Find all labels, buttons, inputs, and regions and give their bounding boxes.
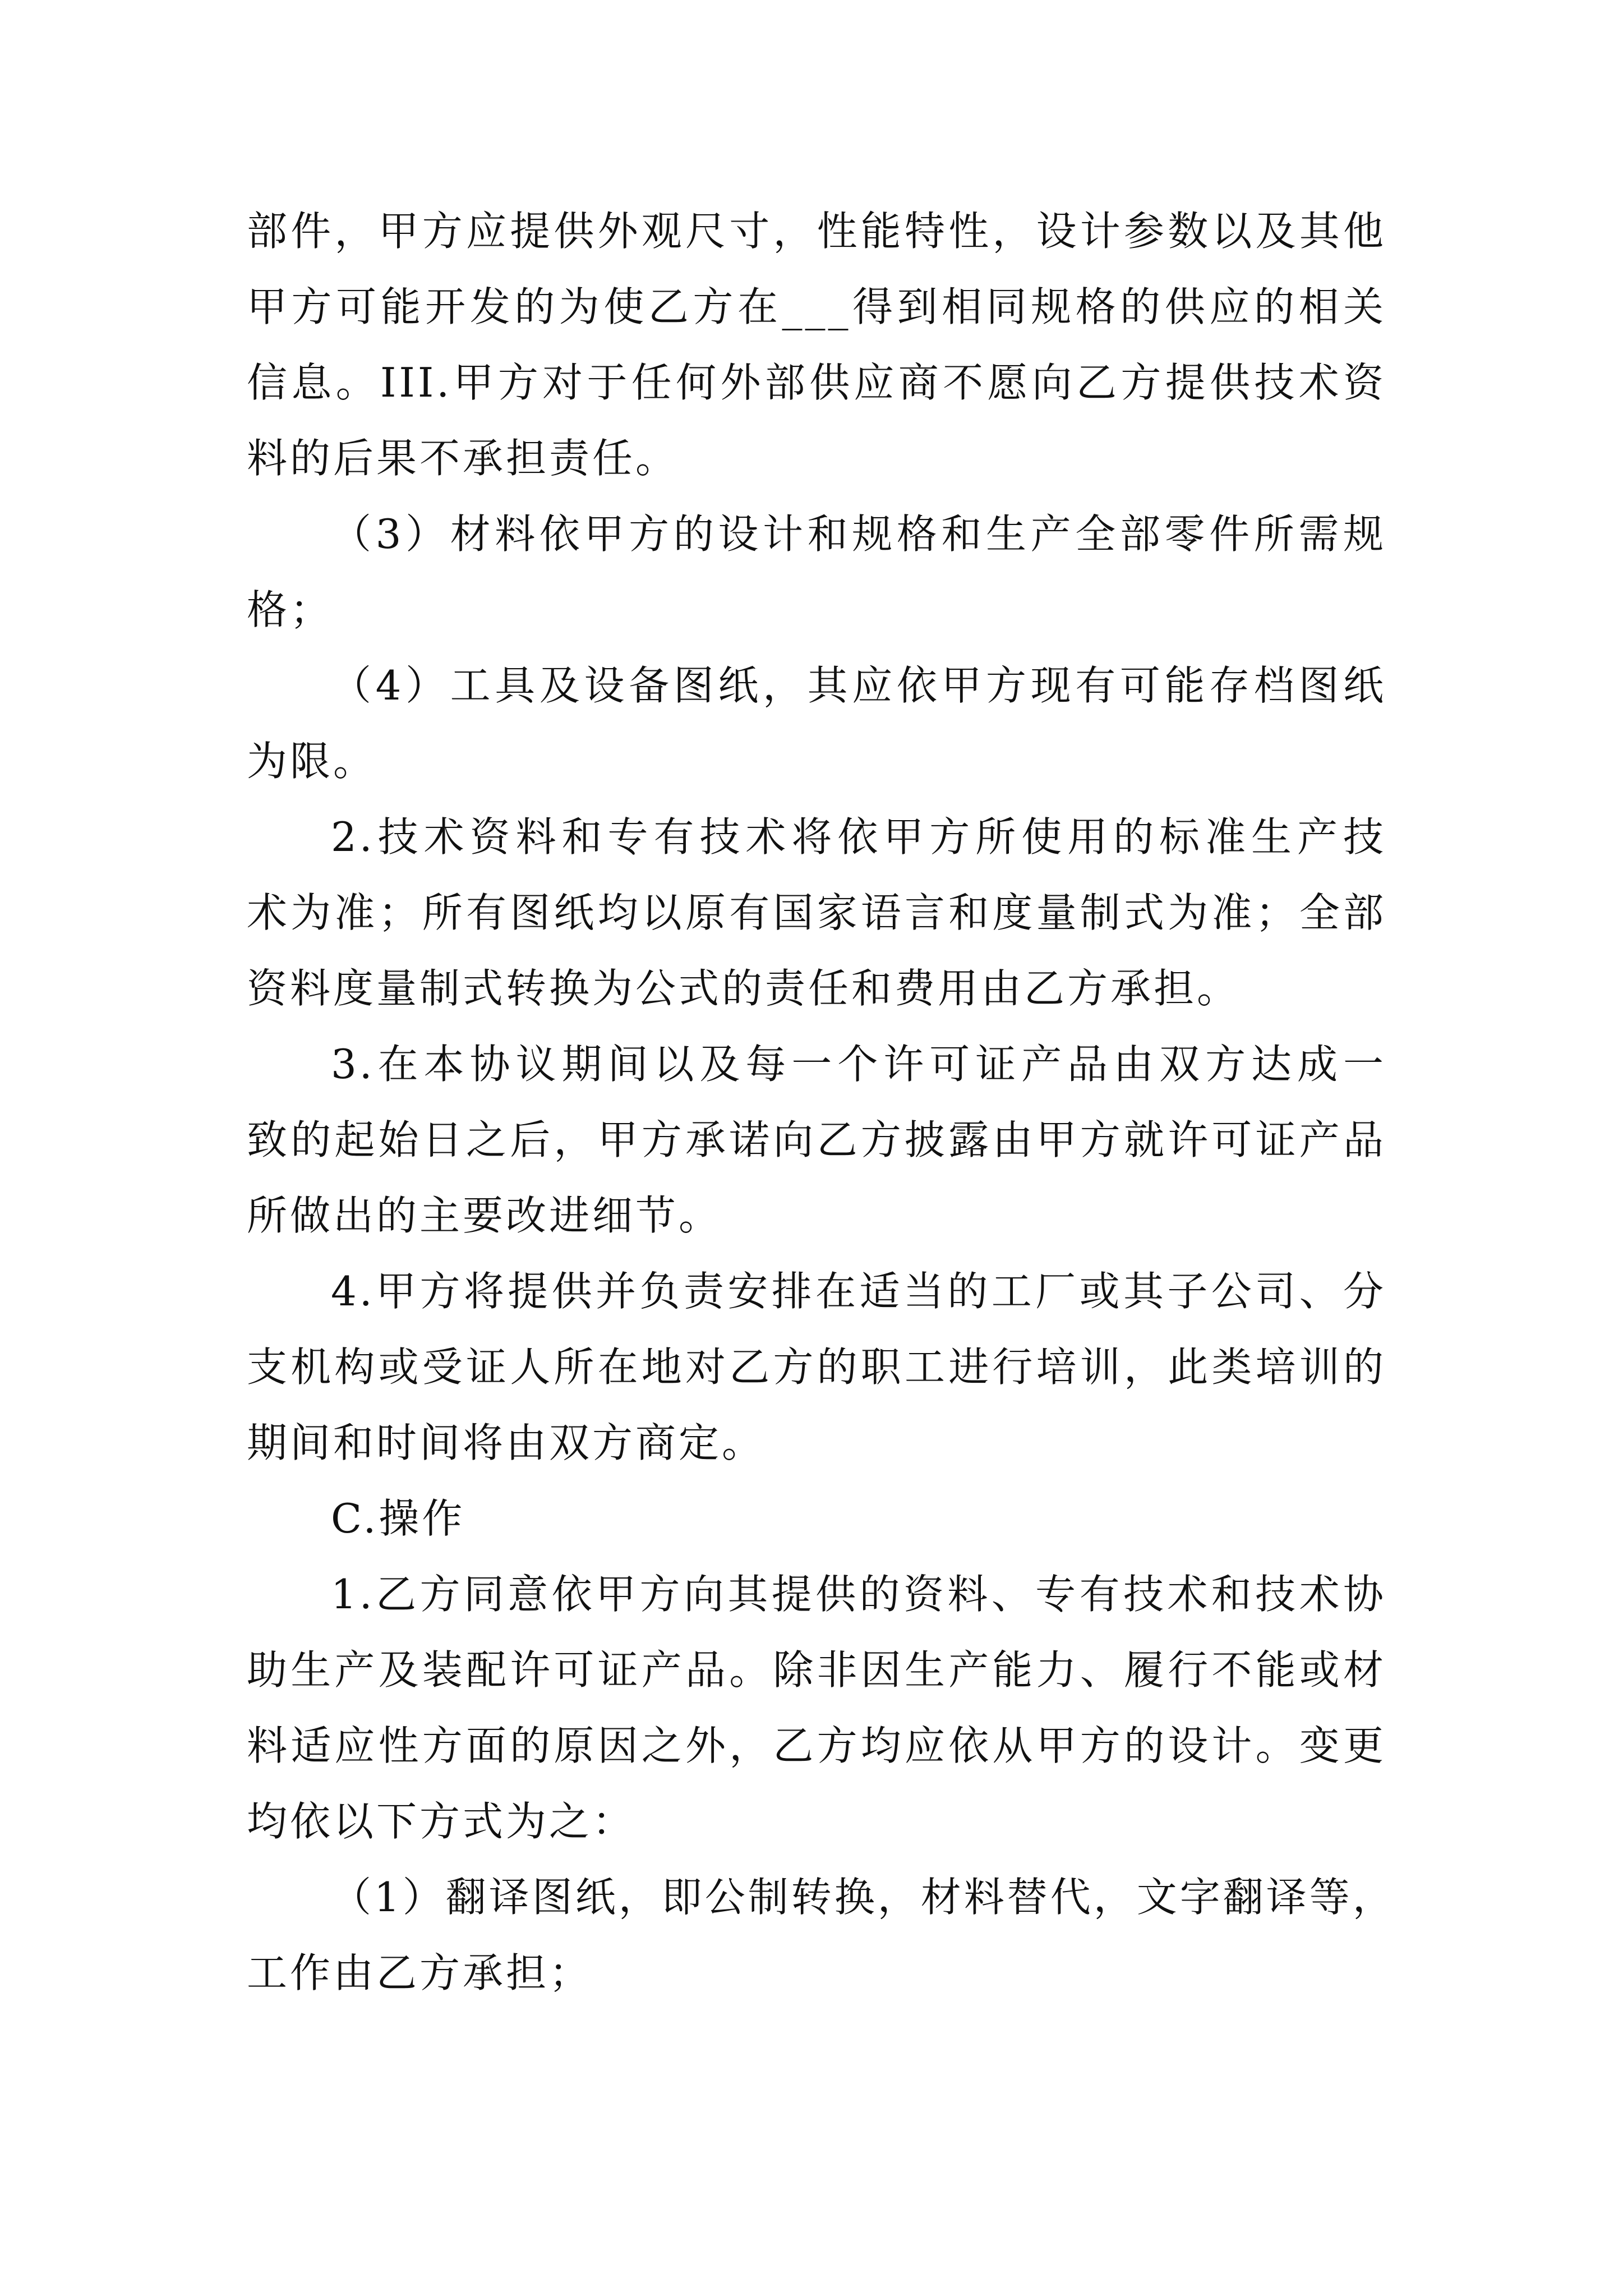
text-line: 为限。 <box>247 738 377 785</box>
text-line: （3）材料依甲方的设计和规格和生产全部零件所需规 <box>331 510 1386 558</box>
text-line: 部件，甲方应提供外观尺寸，性能特性，设计参数以及其他 <box>247 208 1386 255</box>
text-line: 工作由乙方承担； <box>247 1949 593 1996</box>
text-line: 期间和时间将由双方商定。 <box>247 1419 766 1466</box>
text-line: 资料度量制式转换为公式的责任和费用由乙方承担。 <box>247 965 1241 1012</box>
text-line: 1.乙方同意依甲方向其提供的资料、专有技术和技术协 <box>331 1571 1386 1618</box>
text-line: 3.在本协议期间以及每一个许可证产品由双方达成一 <box>331 1041 1386 1088</box>
section-heading: C.操作 <box>331 1495 465 1542</box>
text-line: （1）翻译图纸，即公制转换，材料替代，文字翻译等， <box>331 1874 1396 1921</box>
text-line: 料适应性方面的原因之外，乙方均应依从甲方的设计。变更 <box>247 1722 1386 1769</box>
text-line: 信息。III.甲方对于任何外部供应商不愿向乙方提供技术资 <box>247 359 1386 406</box>
text-line: 支机构或受证人所在地对乙方的职工进行培训，此类培训的 <box>247 1343 1386 1391</box>
text-line: 所做出的主要改进细节。 <box>247 1192 722 1239</box>
text-line: 致的起始日之后，甲方承诺向乙方披露由甲方就许可证产品 <box>247 1116 1386 1163</box>
text-line: 甲方可能开发的为使乙方在___得到相同规格的供应的相关 <box>247 283 1386 330</box>
text-line: （4）工具及设备图纸，其应依甲方现有可能存档图纸 <box>331 662 1386 709</box>
text-line: 助生产及装配许可证产品。除非因生产能力、履行不能或材 <box>247 1646 1386 1694</box>
text-line: 2.技术资料和专有技术将依甲方所使用的标准生产技 <box>331 813 1386 861</box>
text-line: 术为准；所有图纸均以原有国家语言和度量制式为准；全部 <box>247 889 1386 936</box>
text-line: 格； <box>247 586 334 633</box>
text-line: 均依以下方式为之： <box>247 1798 636 1845</box>
text-line: 料的后果不承担责任。 <box>247 435 679 482</box>
text-line: 4.甲方将提供并负责安排在适当的工厂或其子公司、分 <box>331 1268 1386 1315</box>
